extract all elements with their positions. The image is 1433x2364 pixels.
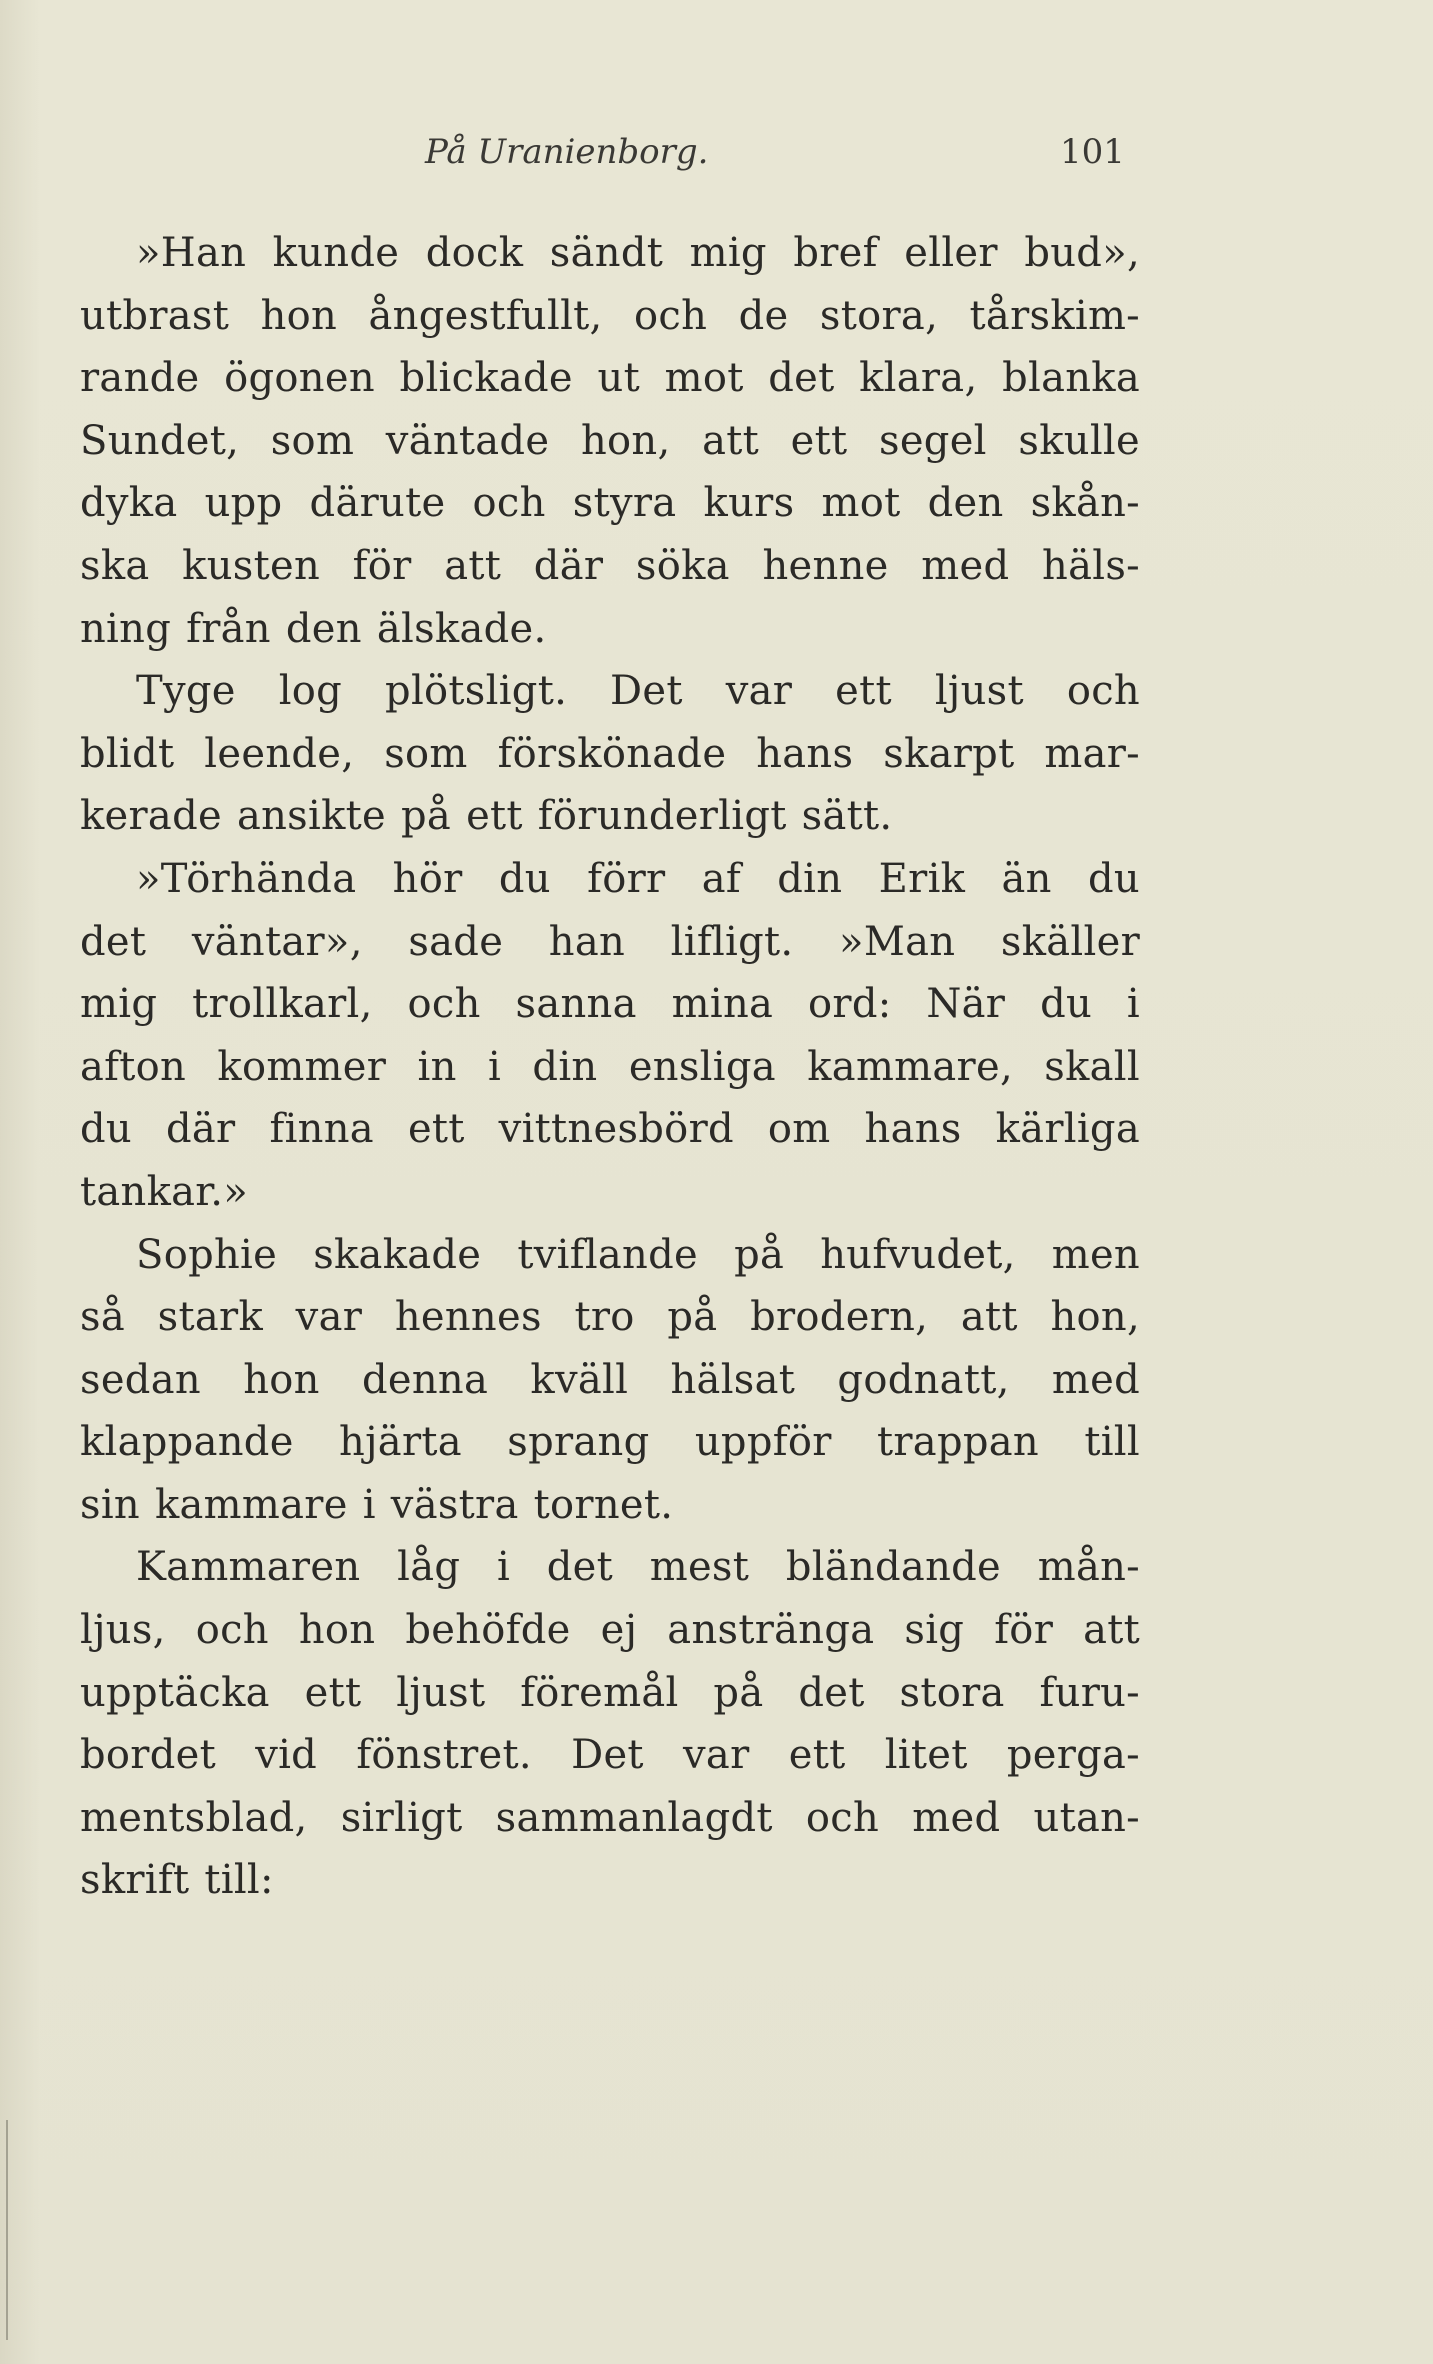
text-line: rande ögonen blickade ut mot det klara, blanka	[80, 355, 1140, 402]
text-line: dyka upp därute och styra kurs mot den skån-	[80, 480, 1140, 527]
text-line: så stark var hennes tro på brodern, att hon,	[80, 1294, 1140, 1341]
text-line: upptäcka ett ljust föremål på det stora furu-	[80, 1669, 1140, 1716]
text-line: sin kammare i västra tornet.	[80, 1481, 674, 1528]
text-line: klappande hjärta sprang uppför trappan till	[80, 1419, 1140, 1466]
text-line: Tyge log plötsligt. Det var ett ljust och	[136, 668, 1140, 715]
text-line: mentsblad, sirligt sammanlagdt och med utan-	[80, 1794, 1140, 1841]
running-head	[0, 132, 1433, 182]
text-line: ska kusten för att där söka henne med häls-	[80, 542, 1140, 589]
page-number: 101	[1060, 132, 1125, 172]
text-line: »Törhända hör du förr af din Erik än du	[136, 855, 1140, 902]
text-line: utbrast hon ångestfullt, och de stora, tårskim-	[80, 292, 1140, 339]
text-line: Kammaren låg i det mest bländande mån-	[136, 1544, 1140, 1591]
body-text	[80, 222, 1140, 1912]
text-line: tankar.»	[80, 1168, 249, 1215]
text-line: det väntar», sade han lifligt. »Man skäller	[80, 918, 1140, 965]
text-line: Sundet, som väntade hon, att ett segel skulle	[80, 417, 1140, 464]
text-line: Sophie skakade tviflande på hufvudet, men	[136, 1231, 1140, 1278]
running-title: På Uranienborg.	[425, 132, 709, 172]
text-line: afton kommer in i din ensliga kammare, skall	[80, 1043, 1140, 1090]
text-line: blidt leende, som förskönade hans skarpt mar-	[80, 730, 1140, 777]
text-line: mig trollkarl, och sanna mina ord: När du i	[80, 981, 1140, 1028]
text-line: kerade ansikte på ett förunderligt sätt.	[80, 793, 893, 840]
text-line: ljus, och hon behöfde ej anstränga sig för att	[80, 1607, 1140, 1654]
text-line: sedan hon denna kväll hälsat godnatt, med	[80, 1356, 1140, 1403]
gutter-shadow	[6, 2120, 8, 2340]
text-line: ning från den älskade.	[80, 605, 547, 652]
text-line: du där finna ett vittnesbörd om hans kärliga	[80, 1106, 1140, 1153]
text-line: bordet vid fönstret. Det var ett litet perga-	[80, 1732, 1140, 1779]
text-line: »Han kunde dock sändt mig bref eller bud»,	[136, 230, 1140, 276]
text-line: skrift till:	[80, 1857, 274, 1904]
